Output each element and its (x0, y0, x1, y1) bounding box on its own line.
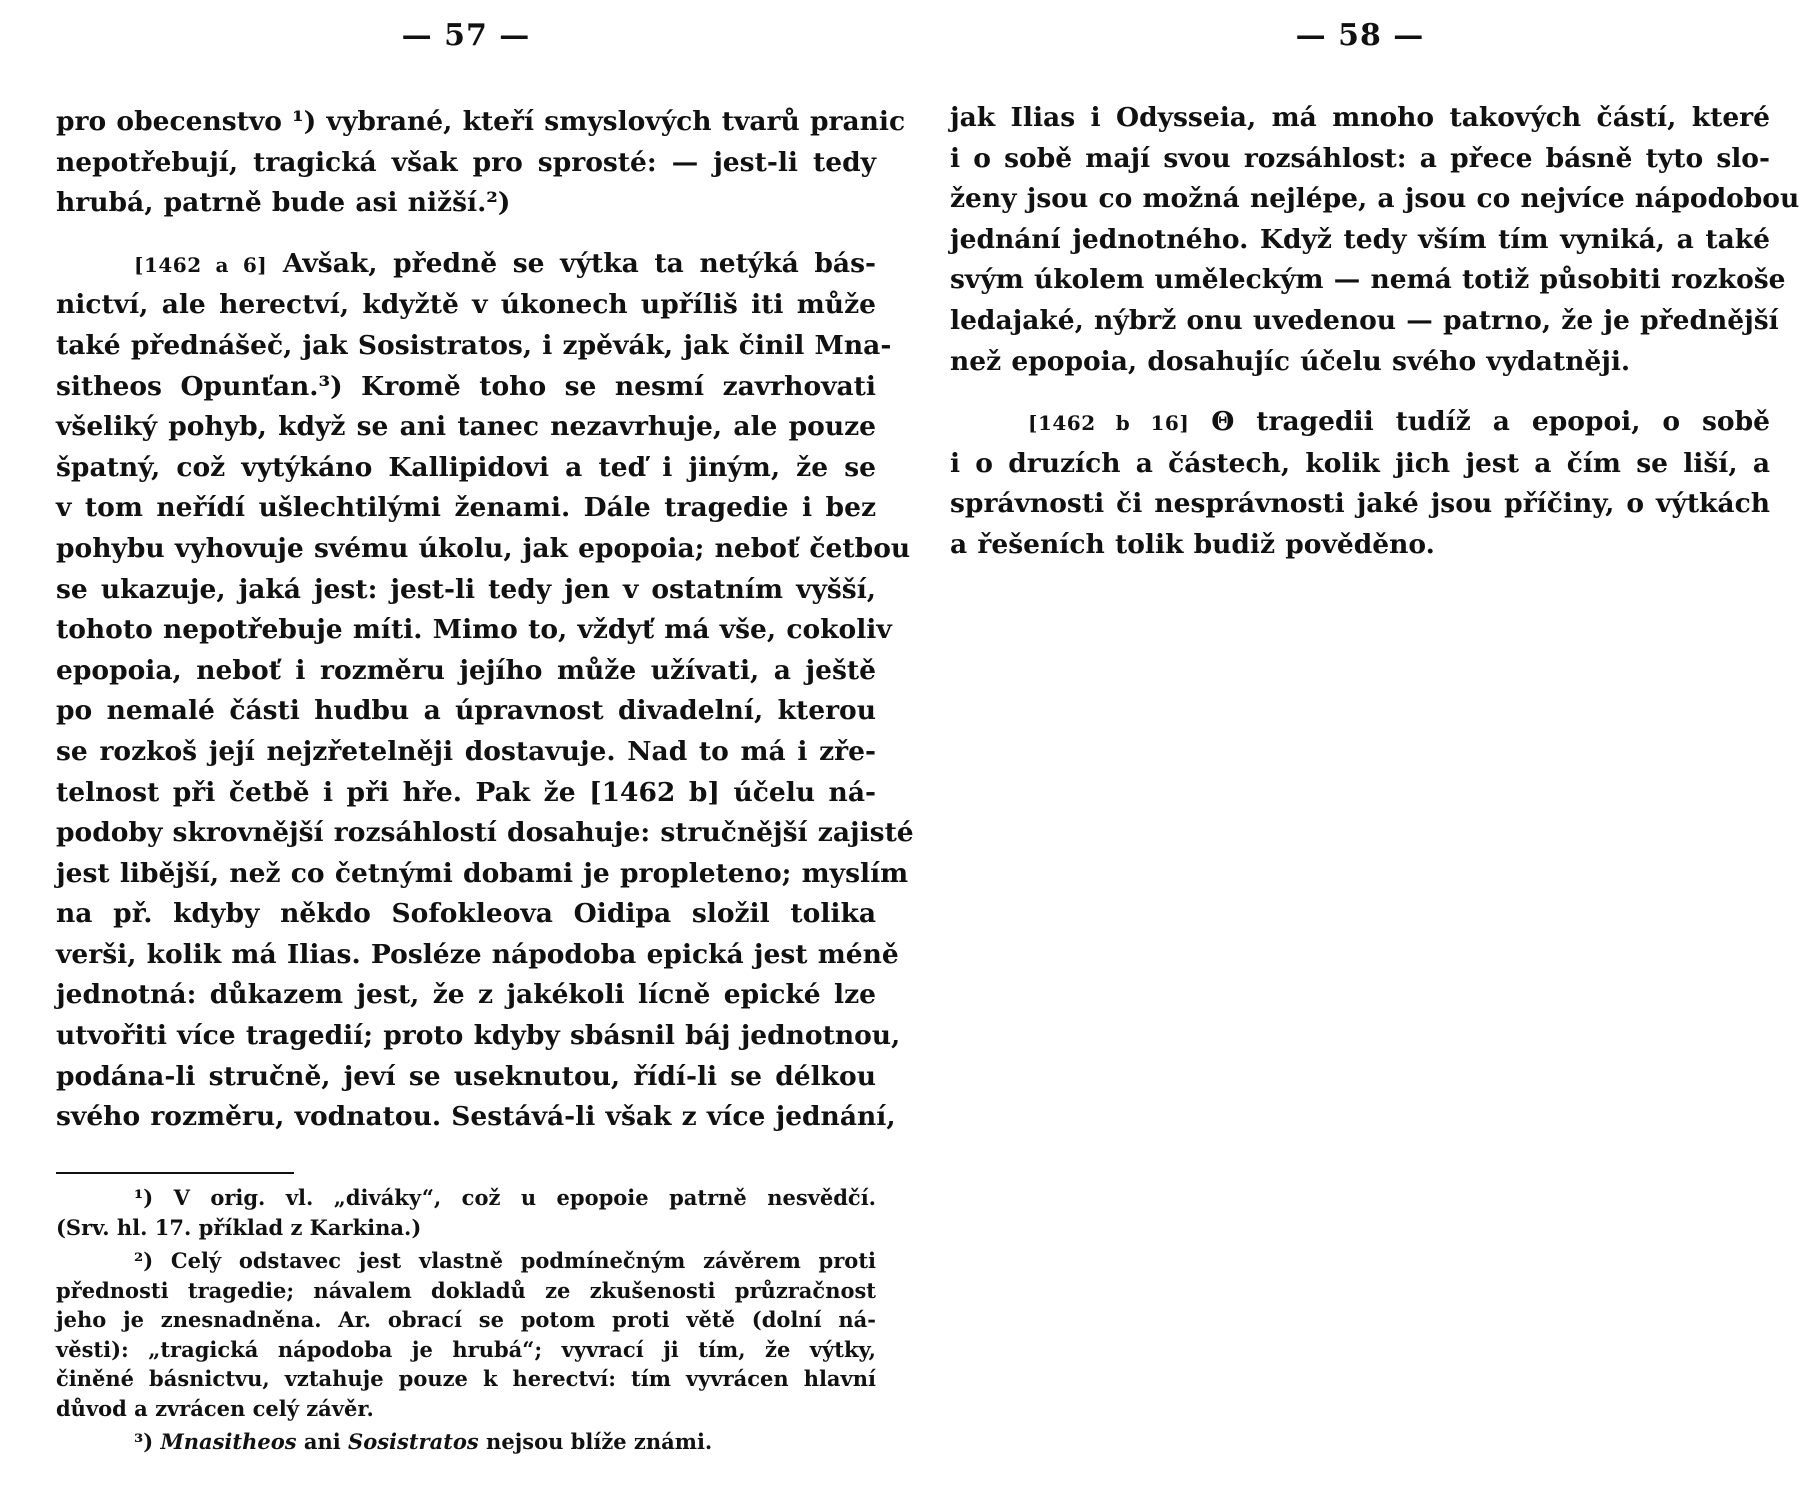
footnote-2-line: důvod a zvrácen celý závěr. (56, 1395, 374, 1421)
text-line: nictví, ale herectví, kdyžtě v úkonech upříliš iti může (56, 289, 876, 321)
page-reference: [1462 a 6] (134, 252, 268, 277)
paragraph-first-line: [1462 a 6] Avšak, předně se výtka ta netýká bás- (134, 247, 876, 279)
footnote-1-line: ¹) V orig. vl. „diváky“, což u epopoie patrně nesvědčí. (134, 1185, 876, 1210)
text-line: v tom neřídí ušlechtilými ženami. Dále tragedie i bez (56, 492, 876, 524)
text-line: telnost při četbě i při hře. Pak že [1462 b] účelu ná- (56, 776, 876, 808)
text-line: pohybu vyhovuje svému úkolu, jak epopoia; neboť četbou (56, 532, 911, 564)
text-line: ženy jsou co možná nejlépe, a jsou co nejvíce nápodobou (950, 183, 1800, 215)
text-line: jest libější, než co četnými dobami je propleteno; myslím (56, 857, 909, 889)
text-line: hrubá, patrně bude asi nižší.²) (56, 187, 511, 219)
text-line: všeliký pohyb, když se ani tanec nezavrhuje, ale pouze (56, 411, 876, 443)
text-line: se rozkoš její nejzřetelněji dostavuje. Nad to má i zře- (56, 735, 876, 767)
text-line: správnosti či nesprávnosti jaké jsou příčiny, o výtkách (950, 488, 1770, 520)
text-line: a řešeních tolik budiž pověděno. (950, 528, 1435, 560)
text-line: epopoia, neboť i rozměru jejího může užívati, a ještě (56, 654, 876, 686)
text-line: svým úkolem uměleckým — nemá totiž působiti rozkoše (950, 264, 1786, 296)
text-line: sitheos Opunťan.³) Kromě toho se nesmí zavrhovati (56, 370, 876, 402)
text-line: jednání jednotného. Když tedy vším tím vyniká, a také (950, 223, 1770, 255)
footnote-2-line: věsti): „tragická nápodoba je hrubá“; vyvrací ji tím, že výtky, (56, 1336, 876, 1362)
text-line: podána-li stručně, jeví se useknutou, řídí-li se délkou (56, 1060, 876, 1092)
paragraph-first-line: [1462 b 16] Θ tragedii tudíž a epopoi, o sobě (1028, 406, 1770, 438)
footnote-3-line: ³) Mnasitheos ani Sosistratos nejsou blíže známi. (134, 1429, 713, 1454)
text-line: také přednášeč, jak Sosistratos, i zpěvák, jak činil Mna- (56, 329, 892, 361)
text-line: nepotřebují, tragická však pro sprosté: — jest-li tedy (56, 146, 876, 178)
text-line: po nemalé části hudbu a úpravnost divadelní, kterou (56, 695, 876, 727)
text-line: ledajaké, nýbrž onu uvedenou — patrno, že je přednější (950, 304, 1779, 336)
right-body-text (950, 98, 1800, 566)
text-line: jak Ilias i Odysseia, má mnoho takových částí, které (950, 102, 1770, 133)
text-line: se ukazuje, jaká jest: jest-li tedy jen v ostatním vyšší, (56, 573, 876, 605)
text-line: podoby skrovnější rozsáhlostí dosahuje: stručnější zajisté (56, 817, 914, 849)
footnotes (56, 1183, 876, 1457)
text-line: než epopoia, dosahujíc účelu svého vydatněji. (950, 345, 1631, 377)
footnote-divider (56, 1172, 294, 1174)
footnote-2-line: přednosti tragedie; návalem dokladů ze zkušenosti průzračnost (56, 1277, 876, 1303)
footnote-2-line: činěné básnictvu, vztahuje pouze k herectví: tím vyvrácen hlavní (56, 1366, 876, 1391)
left-body-text (56, 102, 914, 1138)
footnote-1-line: (Srv. hl. 17. příklad z Karkina.) (56, 1214, 422, 1240)
text-line: pro obecenstvo ¹) vybrané, kteří smyslových tvarů pranic (56, 106, 906, 137)
text-line: tohoto nepotřebuje míti. Mimo to, vždyť má vše, cokoliv (56, 614, 892, 646)
text-line: špatný, což vytýkáno Kallipidovi a teď i jiným, že se (56, 451, 876, 483)
left-page (56, 0, 914, 1500)
text-line: i o druzích a částech, kolik jich jest a čím se liší, a (950, 447, 1770, 479)
text-line: na př. kdyby někdo Sofokleova Oidipa složil tolika (56, 898, 876, 930)
text-line: verši, kolik má Ilias. Posléze nápodoba epická jest méně (56, 938, 899, 970)
text-line: jednotná: důkazem jest, že z jakékoli lícně epické lze (56, 979, 876, 1011)
text-line: svého rozměru, vodnatou. Sestává-li však z více jednání, (56, 1101, 896, 1133)
page-number-left: — 57 — (401, 18, 531, 53)
footnote-2-line: jeho je znesnadněna. Ar. obrací se potom proti větě (dolní ná- (56, 1307, 876, 1332)
text-line: utvořiti více tragedií; proto kdyby sbásnil báj jednotnou, (56, 1020, 901, 1052)
footnote-2-line: ²) Celý odstavec jest vlastně podmínečným závěrem proti (134, 1248, 876, 1273)
page-number-right: — 58 — (1295, 18, 1425, 53)
page-reference: [1462 b 16] (1028, 411, 1190, 436)
text-line: i o sobě mají svou rozsáhlost: a přece básně tyto slo- (950, 142, 1770, 174)
right-page (950, 0, 1800, 1500)
